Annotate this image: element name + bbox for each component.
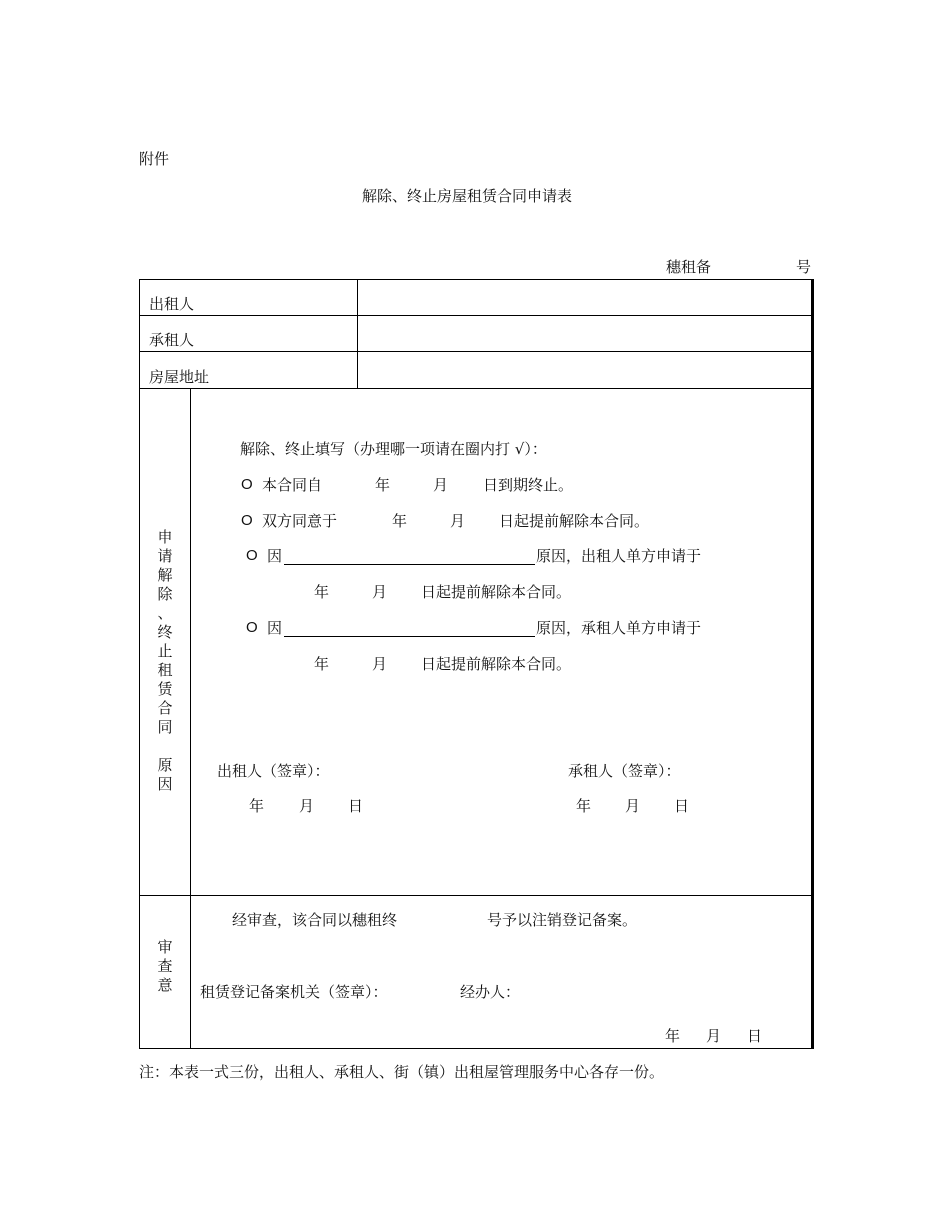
option-circle[interactable]: O <box>241 476 253 493</box>
day-label: 日起提前解除本合同。 <box>499 512 650 530</box>
month-label: 月 <box>372 655 388 673</box>
instruction-text: 解除、终止填写（办理哪一项请在圈内打 √）： <box>240 440 547 458</box>
year-label: 年 <box>665 1027 681 1045</box>
option-text: 因 <box>267 619 283 637</box>
table-border-left <box>139 279 140 1049</box>
reason-blank-line[interactable] <box>284 564 535 565</box>
reason-blank-line[interactable] <box>284 636 535 637</box>
option-circle[interactable]: O <box>246 619 258 636</box>
year-label: 年 <box>314 583 330 601</box>
day-label: 日 <box>747 1027 763 1045</box>
house-address-label: 房屋地址 <box>149 368 210 386</box>
option-circle[interactable]: O <box>246 547 258 564</box>
month-label: 月 <box>706 1027 722 1045</box>
agency-signature-label: 租赁登记备案机关（签章）： <box>200 983 388 1001</box>
month-label: 月 <box>625 797 641 815</box>
day-label: 日到期终止。 <box>483 476 574 494</box>
day-label: 日 <box>674 797 690 815</box>
lessor-signature-label: 出租人（签章）： <box>217 762 330 780</box>
month-label: 月 <box>299 797 315 815</box>
option-text: 原因，出租人单方申请于 <box>536 547 702 565</box>
table-border-right <box>811 279 814 1049</box>
record-number-prefix: 穗租备 <box>666 258 712 276</box>
option-text: 本合同自 <box>262 476 323 494</box>
review-opinion-side-label: 审 查 意 <box>157 938 173 994</box>
year-label: 年 <box>392 512 408 530</box>
year-label: 年 <box>314 655 330 673</box>
section-column-divider <box>190 388 191 1049</box>
attachment-label: 附件 <box>139 150 170 168</box>
option-text: 原因，承租人单方申请于 <box>536 619 702 637</box>
footnote: 注：本表一式三份，出租人、承租人、街（镇）出租屋管理服务中心各存一份。 <box>139 1063 665 1081</box>
option-text: 因 <box>267 547 283 565</box>
table-border-bottom <box>139 1048 814 1049</box>
day-label: 日起提前解除本合同。 <box>421 655 572 673</box>
year-label: 年 <box>576 797 592 815</box>
row-divider <box>139 388 814 389</box>
year-label: 年 <box>375 476 391 494</box>
page-title: 解除、终止房屋租赁合同申请表 <box>362 187 573 205</box>
row-divider <box>139 895 814 896</box>
label-column-divider <box>357 279 358 389</box>
lessor-label: 出租人 <box>149 295 195 313</box>
option-text: 双方同意于 <box>262 512 338 530</box>
month-label: 月 <box>433 476 449 494</box>
option-circle[interactable]: O <box>241 512 253 529</box>
table-border-top <box>139 279 814 280</box>
lessee-signature-label: 承租人（签章）： <box>568 762 681 780</box>
month-label: 月 <box>372 583 388 601</box>
day-label: 日 <box>348 797 364 815</box>
review-statement-suffix: 号予以注销登记备案。 <box>487 911 638 929</box>
application-reason-side-label: 申 请 解 除 、 终 止 租 赁 合 同 原 因 <box>157 528 173 793</box>
review-statement-prefix: 经审查，该合同以穗租终 <box>232 911 398 929</box>
record-number-suffix: 号 <box>796 258 812 276</box>
year-label: 年 <box>249 797 265 815</box>
day-label: 日起提前解除本合同。 <box>421 583 572 601</box>
month-label: 月 <box>450 512 466 530</box>
row-divider <box>139 315 814 316</box>
handler-label: 经办人： <box>460 983 521 1001</box>
row-divider <box>139 351 814 352</box>
lessee-label: 承租人 <box>149 331 195 349</box>
